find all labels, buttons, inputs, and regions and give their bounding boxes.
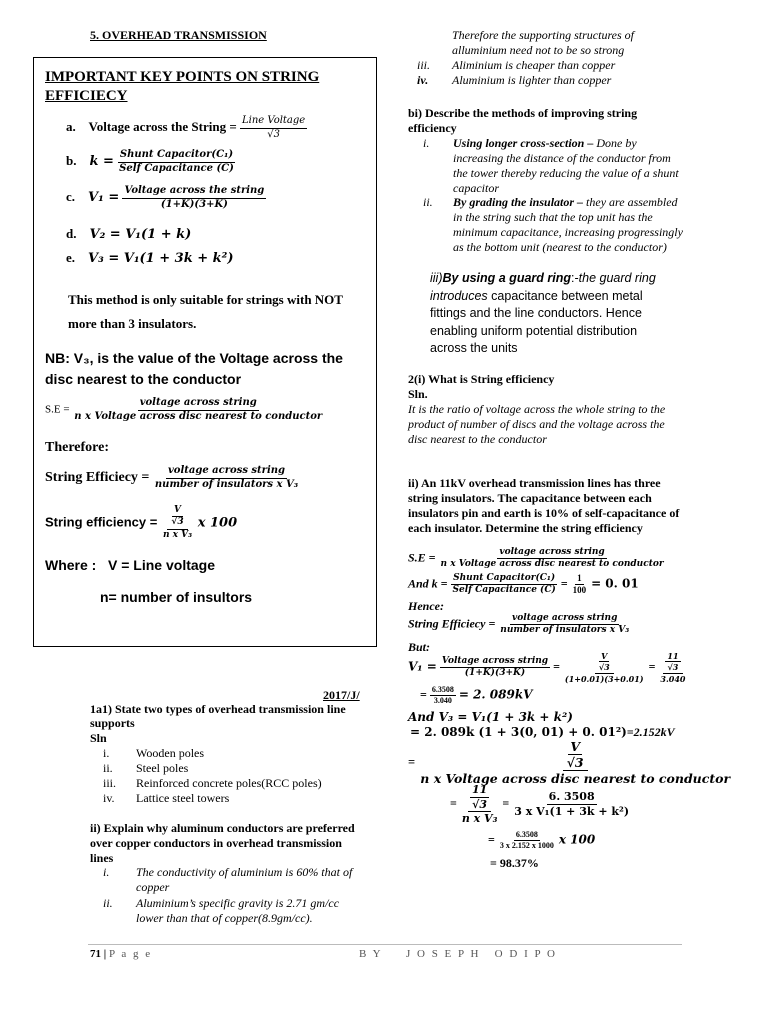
q1a1-sln: Sln: [90, 731, 107, 745]
key-point-c: c. V₁ = $\frac{\text{Voltage across the string}}{(1+K)(3+K)}$: [66, 185, 265, 210]
q2i-answer: It is the ratio of voltage across the whole string to the product of number of discs and the voltage across the disc nearest to the conductor: [408, 402, 666, 446]
where-n-line: n= number of insultors: [100, 589, 253, 605]
method-note: This method is only suitable for strings with NOT more than 3 insulators.: [68, 292, 343, 331]
key-point-d: d. V₂ = V₁(1 + k): [66, 226, 192, 242]
key-point-b: b. k = $\frac{\text{Shunt Capacitor(C₁)}}{\text{Self Capacitance (C)}}$: [66, 149, 234, 174]
chapter-heading: 5. OVERHEAD TRANSMISSION: [90, 28, 267, 42]
key-point-e: e. V₃ = V₁(1 + 3k + k²): [66, 250, 234, 266]
list-item: iii. Reinforced concrete poles(RCC poles): [103, 776, 322, 790]
right-continuation: Therefore the supporting structures of alluminium need not to be so strong: [452, 28, 634, 57]
q2ii-v1-result: = $\frac{6.3508}{3.040}$ = 2. 089kV: [420, 685, 533, 706]
q2ii-question: ii) An 11kV overhead transmission lines has three string insulators. The capacitance between each insulators pin and earth is 10% of self-capacitance of each insulator. Determine the string efficiency: [408, 476, 680, 535]
list-item: i. Wooden poles: [103, 746, 205, 760]
q2ii-efficiency-formula: String Efficiecy = $\frac{\text{voltage across string}}{\text{number of insulators x V₃}}$: [408, 613, 630, 636]
q1a1-question: 1a1) State two types of overhead transmission line supports: [90, 702, 346, 730]
q2ii-big-formula: = $\frac{\frac{V}{√3}}{\text{n x Voltage across disc nearest to conductor}}$: [408, 739, 731, 787]
q2ii-but: But:: [408, 640, 431, 654]
se-formula: S.E = $\frac{\text{voltage across string}}{\text{n x Voltage across disc nearest to conductor}}$: [45, 397, 323, 422]
key-points-title: IMPORTANT KEY POINTS ON STRING EFFICIECY: [45, 69, 320, 104]
q1a2-answer-2: ii. Aluminium’s specific gravity is 2.71 gm/cc lower than that of copper(8.9gm/cc).: [103, 896, 340, 925]
q2ii-v1-formula: V₁ = $\frac{\text{Voltage across string}}{(1+K)(3+K)}$ = $\frac{\frac{V}{√3}}{(1+0.01)(3+0.01)}$ = $\frac{\frac{11}{√3}}{3.040}$: [408, 651, 686, 684]
q1a2-answer-1: i. The conductivity of aluminium is 60% that of copper: [103, 865, 353, 894]
list-item: ii. Steel poles: [103, 761, 189, 775]
list-item: iv. Lattice steel towers: [103, 791, 230, 805]
q2i-question: 2(i) What is String efficiency: [408, 372, 555, 386]
q2ii-final-calc: = $\frac{6.3508}{3 x 2.152 x 1000}$ x 100: [488, 830, 596, 851]
q2ii-hence: Hence:: [408, 599, 444, 613]
bi-method-2: ii. By grading the insulator – they are assembled in the string such that the top unit has the minimum capacitance, increasing progressingly as the bottom unit (nearest to the conductor): [423, 195, 683, 254]
page-number: 71 | P a g e: [90, 948, 153, 960]
q2ii-v3-formula: And V₃ = V₁(1 + 3k + k²): [408, 710, 573, 724]
right-answer-iii: iii. Aliminium is cheaper than copper: [417, 58, 616, 72]
therefore-label: Therefore:: [45, 440, 110, 455]
q2i-sln: Sln.: [408, 387, 428, 401]
nb-note: NB: V₃, is the value of the Voltage across the disc nearest to the conductor: [45, 350, 343, 387]
q2ii-v3-calc: = 2. 089k (1 + 3(0, 01) + 0. 01²)=2.152kV: [410, 725, 675, 739]
bi-method-3: iii)By using a guard ring:-the guard ring introduces capacitance between metal fittings and the line conductors. Hence enabling uniform potential distribution across the units: [430, 271, 656, 355]
footer-author: B Y J O S E P H O D I P O: [359, 948, 557, 960]
year-tag: 2017/J/: [323, 688, 360, 702]
q2ii-final-result: = 98.37%: [490, 856, 539, 870]
footer-divider: [88, 944, 682, 945]
q1a2-question: ii) Explain why aluminum conductors are preferred over copper conductors in overhead transmission lines: [90, 821, 355, 865]
bi-question: bi) Describe the methods of improving string efficiency: [408, 106, 638, 135]
key-point-a: a. Voltage across the String = $\frac{\text{Line Voltage}}{√3}$: [66, 115, 306, 140]
q1a1-answers: [103, 746, 373, 806]
right-answer-iv: iv. Aluminium is lighter than copper: [417, 73, 612, 87]
q2ii-k-value: And k = $\frac{\text{Shunt Capacitor(C₁)}}{\text{Self Capacitance (C)}}$ = $\frac{1}{100}$ = 0. 01: [408, 573, 639, 596]
string-efficiency-formula: String Efficiecy = $\frac{\text{voltage across string}}{\text{number of insulators x V₃}}$: [45, 465, 299, 490]
string-efficiency-percent-formula: String efficiency = $\frac{\frac{V}{√3}}{\text{n x V₃}}$ x 100: [45, 505, 238, 540]
q2ii-se-formula: S.E = $\frac{\text{voltage across string}}{\text{n x Voltage across disc nearest to conductor}}$: [408, 547, 664, 570]
where-line: Where : V = Line voltage: [45, 557, 215, 573]
q2ii-substituted: = $\frac{\frac{11}{√3}}{\text{n x V₃}}$ = $\frac{6. 3508}{\text{3 x V₁(1 + 3k + k²)}}$: [450, 783, 630, 826]
bi-method-1: i. Using longer cross-section – Done by increasing the distance of the conductor from the tower thereby reducing the value of a shunt capacitor: [423, 136, 679, 195]
